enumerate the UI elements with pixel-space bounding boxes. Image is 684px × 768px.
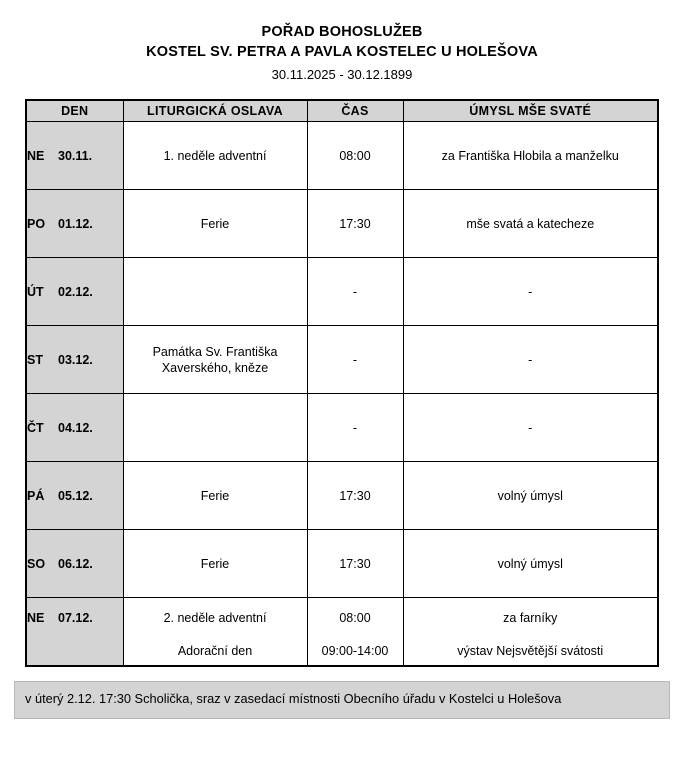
day-abbr: PÁ (27, 488, 45, 503)
cell-intent: mše svatá a katecheze (403, 190, 658, 258)
document-header (0, 0, 684, 86)
cell-intent: volný úmysl (403, 530, 658, 598)
day-abbr: ÚT (27, 284, 44, 299)
footer-note: v úterý 2.12. 17:30 Scholička, sraz v zasedací místnosti Obecního úřadu v Kostelci u Holešova (14, 681, 670, 719)
schedule-table (25, 99, 659, 667)
cell-day-continued (26, 638, 123, 666)
day-date: 04.12. (58, 420, 93, 435)
cell-day (26, 258, 123, 326)
cell-time: 08:00 (307, 598, 403, 638)
cell-liturgy: Ferie (123, 530, 307, 598)
cell-liturgy: Památka Sv. Františka Xaverského, kněze (123, 326, 307, 394)
cell-day (26, 326, 123, 394)
cell-intent-secondary: výstav Nejsvětější svátosti (403, 638, 658, 666)
cell-day (26, 190, 123, 258)
day-abbr: NE (27, 610, 45, 625)
cell-intent: - (403, 326, 658, 394)
table-row (26, 326, 658, 394)
column-header-day: DEN (26, 100, 123, 122)
day-abbr: SO (27, 556, 46, 571)
day-date: 02.12. (58, 284, 93, 299)
day-date: 07.12. (58, 610, 93, 625)
cell-day (26, 598, 123, 638)
cell-time: 08:00 (307, 122, 403, 190)
cell-liturgy: Ferie (123, 190, 307, 258)
cell-intent: volný úmysl (403, 462, 658, 530)
table-row (26, 462, 658, 530)
cell-day (26, 462, 123, 530)
cell-intent: za farníky (403, 598, 658, 638)
cell-time: 17:30 (307, 462, 403, 530)
cell-intent: za Františka Hlobila a manželku (403, 122, 658, 190)
day-abbr: NE (27, 148, 45, 163)
day-date: 05.12. (58, 488, 93, 503)
page-title: POŘAD BOHOSLUŽEB (261, 24, 423, 40)
table-row (26, 258, 658, 326)
day-date: 06.12. (58, 556, 93, 571)
day-abbr: ST (27, 352, 43, 367)
cell-day (26, 394, 123, 462)
day-abbr: PO (27, 216, 46, 231)
cell-liturgy: 2. neděle adventní (123, 598, 307, 638)
day-date: 01.12. (58, 216, 93, 231)
date-range: 30.11.2025 - 30.12.1899 (271, 67, 413, 82)
table-row (26, 530, 658, 598)
cell-day (26, 530, 123, 598)
cell-time: 17:30 (307, 530, 403, 598)
day-abbr: ČT (27, 420, 44, 435)
table-row (26, 122, 658, 190)
day-date: 03.12. (58, 352, 93, 367)
cell-time: - (307, 258, 403, 326)
cell-intent: - (403, 258, 658, 326)
column-header-liturgy: LITURGICKÁ OSLAVA (123, 100, 307, 122)
cell-time: 17:30 (307, 190, 403, 258)
column-header-intent: ÚMYSL MŠE SVATÉ (403, 100, 658, 122)
cell-liturgy-secondary: Adorační den (123, 638, 307, 666)
table-row (26, 394, 658, 462)
column-header-time: ČAS (307, 100, 403, 122)
cell-intent: - (403, 394, 658, 462)
cell-time: - (307, 394, 403, 462)
table-header-row (26, 100, 658, 122)
day-date: 30.11. (58, 148, 93, 163)
table-row (26, 638, 658, 666)
cell-liturgy (123, 394, 307, 462)
cell-liturgy: 1. neděle adventní (123, 122, 307, 190)
cell-time-secondary: 09:00-14:00 (307, 638, 403, 666)
table-row (26, 190, 658, 258)
cell-time: - (307, 326, 403, 394)
cell-day (26, 122, 123, 190)
page-subtitle: KOSTEL SV. PETRA A PAVLA KOSTELEC U HOLEŠOVA (146, 44, 538, 60)
cell-liturgy: Ferie (123, 462, 307, 530)
table-row (26, 598, 658, 638)
cell-liturgy (123, 258, 307, 326)
